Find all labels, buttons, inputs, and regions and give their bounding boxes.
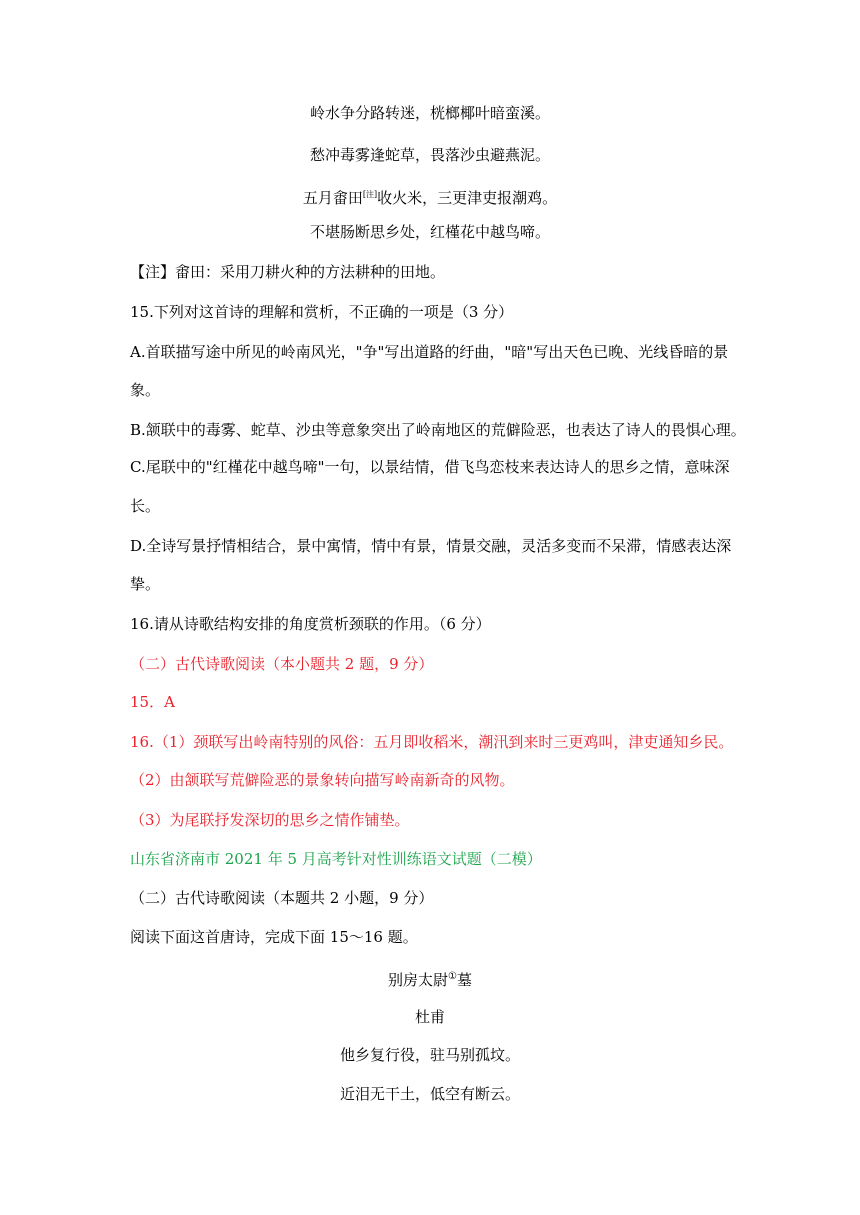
poem-line-3-part-2: 收火米，三更津吏报潮鸡。 [377,189,558,207]
poem-title [130,967,730,990]
option-d-line-2: 挚。 [130,575,161,593]
poem-line-3-part-1: 五月畬田 [302,189,363,207]
annotation-note: 【注】畬田：采用刀耕火种的方法耕种的田地。 [130,263,446,281]
poem-line-4: 不堪肠断思乡处，红槿花中越鸟啼。 [309,223,550,241]
poem-title-text: 别房太尉 [388,971,449,989]
answer-heading: （二）古代诗歌阅读（本小题共 2 题，9 分） [130,655,434,673]
option-a-line-1: A.首联描写途中所见的岭南风光，"争"写出道路的纡曲，"暗"写出天色已晚、光线昏暗的景 [130,343,729,361]
poem-author: 杜甫 [414,1008,445,1026]
answer-16-part-2: （2）由颔联写荒僻险恶的景象转向描写岭南新奇的风物。 [130,771,515,789]
option-d-line-1: D.全诗写景抒情相结合，景中寓情，情中有景，情景交融，灵活多变而不呆滞，情感表达深 [130,537,732,555]
answer-16-part-3: （3）为尾联抒发深切的思乡之情作铺垫。 [130,811,410,829]
poem-line-2: 愁冲毒雾逢蛇草，畏落沙虫避燕泥。 [309,146,550,164]
footnote-marker: [注] [362,190,378,199]
title-note-marker: ① [448,971,457,982]
answer-16-part-1: 16.（1）颈联写出岭南特别的风俗：五月即收稻米，潮汛到来时三更鸡叫，津吏通知乡民。 [130,733,734,751]
reading-instruction: 阅读下面这首唐诗，完成下面 15～16 题。 [130,928,418,946]
poem-line-1: 岭水争分路转迷，桄榔椰叶暗蛮溪。 [309,104,550,122]
question-15-stem: 15.下列对这首诗的理解和赏析，不正确的一项是（3 分） [130,303,514,321]
poem2-line-2: 近泪无干土，低空有断云。 [339,1085,520,1103]
option-a-line-2: 象。 [130,381,161,399]
poem-line-3 [130,185,730,208]
option-c-line-1: C.尾联中的"红槿花中越鸟啼"一句，以景结情，借飞鸟恋枝来表达诗人的思乡之情，意味深 [130,458,730,476]
source-title: 山东省济南市 2021 年 5 月高考针对性训练语文试题（二模） [130,850,542,868]
option-c-line-2: 长。 [130,497,161,515]
question-16: 16.请从诗歌结构安排的角度赏析颈联的作用。（6 分） [130,615,491,633]
option-b: B.颔联中的毒雾、蛇草、沙虫等意象突出了岭南地区的荒僻险恶，也表达了诗人的畏惧心理。 [130,421,746,439]
poem2-line-1: 他乡复行役，驻马别孤坟。 [339,1046,520,1064]
answer-15: 15．A [130,693,175,711]
section-heading: （二）古代诗歌阅读（本题共 2 小题，9 分） [130,889,434,907]
poem-title-end: 墓 [456,971,472,989]
